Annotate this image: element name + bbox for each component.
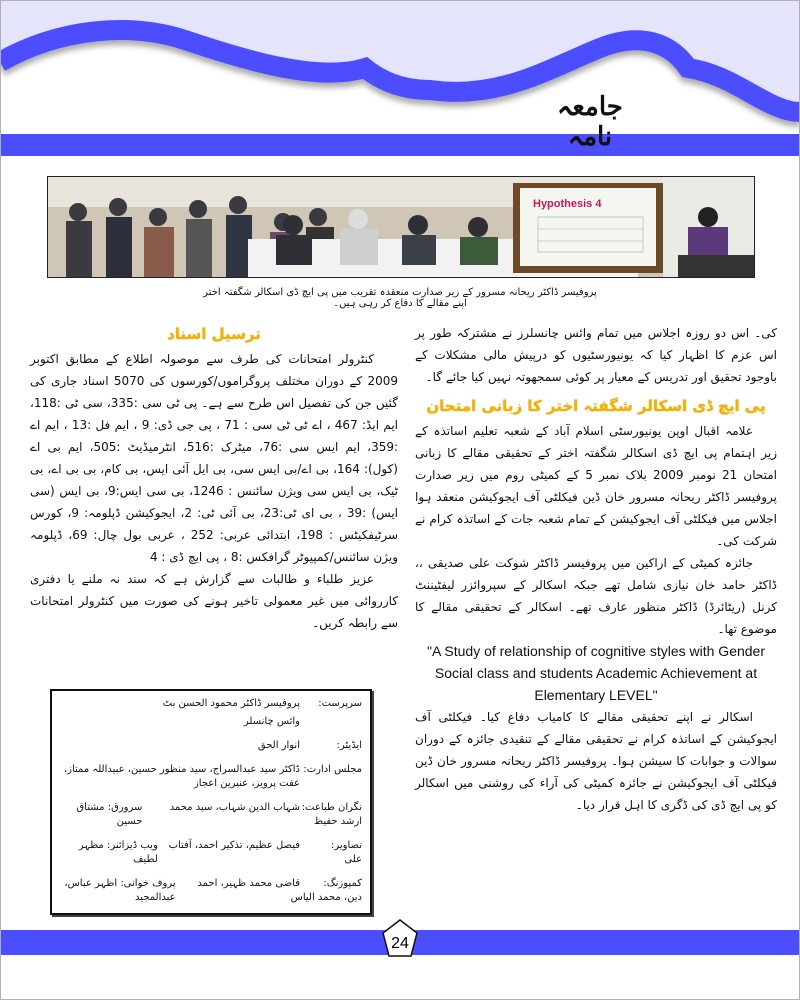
credit-value: فیصل عظیم، تذکیر احمد، آفتاب علی xyxy=(168,840,362,865)
left-column xyxy=(30,322,398,634)
right-column xyxy=(415,322,777,816)
credit-value: قاضی محمد ظہیر، احمد دین، محمد الیاس xyxy=(197,878,362,903)
credit-label: نگران طباعت: xyxy=(301,802,362,813)
article-heading-degrees: ترسیل اسناد xyxy=(167,325,261,343)
credit-label: تصاویر: xyxy=(330,840,362,851)
credit-label: کمپوزنگ: xyxy=(323,878,362,889)
credit-label: ایڈیٹر: xyxy=(336,740,362,751)
article-paragraph: علامہ اقبال اوپن یونیورسٹی اسلام آباد کے شعبہ تعلیم اساتذہ کے زیر اہتمام پی ایچ ڈی اسکالر شگفتہ اختر کے تحقیقی مقالے کا زبانی امتحان 21 نومبر 2009 بلاک نمبر 5 کے کمیٹی روم میں زیر صدارت پروفیسر ڈاکٹر ریحانہ مسرور خان ڈین فیکلٹی آف ایجوکیشن منعقد ہوا اجلاس میں فیکلٹی آف ایجوکیشن کے تمام شعبہ جات کے اساتذہ کرام نے شرکت کی۔ xyxy=(415,424,777,548)
credit-label: پروف خوانی: xyxy=(120,878,176,889)
credit-label: مجلس ادارت: xyxy=(303,764,362,775)
page-number-badge xyxy=(381,918,419,958)
credit-value: مشتاق حسین xyxy=(76,802,143,827)
intro-paragraph: کی۔ اس دو روزہ اجلاس میں تمام وائس چانسلرز نے مشترکہ طور پر اس عزم کا اظہار کیا کہ یونیورسٹیوں کو درپیش مالی مشکلات کے باوجود تحقیق اور تدریس کے معیار پر کوئی سمجھوتہ نہیں کیا جائے گا۔ xyxy=(415,326,777,384)
credit-label: سرپرست: xyxy=(318,698,362,709)
credit-value: مظہر لطیف xyxy=(78,840,158,865)
header-wave-banner xyxy=(0,0,800,160)
thesis-title: "A Study of relationship of cognitive styles with Gender Social class and students Academic Achievement at Elementary LEVEL" xyxy=(426,643,766,703)
credit-value: شہاب الدین شہاب، سید محمد ارشد حفیظ xyxy=(169,802,362,827)
credit-value: انوار الحق xyxy=(257,740,300,751)
article-paragraph: کنٹرولر امتحانات کی طرف سے موصولہ اطلاع کے مطابق اکتوبر 2009 کے دوران مختلف پروگراموں/کورسوں کی 5070 اسناد جاری کی گئیں جن کی تفصیل اس طرح سے ہے۔ پی ٹی سی :335، سی ٹی :118، ایم ایڈ: 467 ، اے ٹی ٹی سی : 71 ، پی جی ڈی: 9 ، ایم فل :13 ، ایم اے :359، ایم ایس سی :76، میٹرک :516، انٹرمیڈیٹ :505، ایم بی اے (کول): 164، بی اے/بی ایس سی، بی ایل آئی ایس، بی کام، بی بی اے، بی ٹیک، بی ایس سی ویژن سائنس : 1246، بی سی ایس:9، بی ایس (سی ایس) :39 ، بی ای ٹی:23، بی آئی ٹی: 2، ایجوکیشن ڈپلومہ: 9، کورس سرٹیفکیٹس : 198، ابتدائی عربی: 252 ، عربی بول چال: 69، ڈپلومہ ویژن سائنس/کمپیوٹر گرافکس :8 ، پی ایچ ڈی : 4 xyxy=(30,352,399,564)
credit-value: پروفیسر ڈاکٹر محمود الحسن بٹ xyxy=(162,698,300,709)
credit-label: ویب ڈیزائنر: xyxy=(106,840,158,851)
article-paragraph: جائزہ کمیٹی کے اراکین میں پروفیسر ڈاکٹر شوکت علی صدیقی ،، ڈاکٹر حامد خان نیازی شامل تھے جبکہ اسکالر کے سپروائزر لیفٹیننٹ کرنل (ریٹائرڈ) ڈاکٹر منظور عارف تھے۔ اسکالر کے تحقیقی مقالے کا موضوع تھا۔ xyxy=(415,556,777,636)
credits-box xyxy=(50,689,372,915)
masthead-title: جامعہ نامہ xyxy=(557,92,623,152)
article-paragraph: اسکالر نے اپنے تحقیقی مقالے کا کامیاب دفاع کیا۔ فیکلٹی آف ایجوکیشن کے اساتذہ کرام نے تحقیقی مقالے کے تنقیدی جائزہ کے دوران سوالات و جوابات کا سیشن ہوا۔ پروفیسر ڈاکٹر ریحانہ مسرور خان ڈین فیکلٹی آف ایجوکیشن نے جائزہ کمیٹی کی آراء کی روشنی میں اسکالر کو پی ایچ ڈی کی ڈگری کا اہل قرار دیا۔ xyxy=(415,710,777,812)
credit-value: ڈاکٹر سید عبدالسراج، سید منظور حسین، عبیداللہ ممتاز، عفت پرویز، عنبرین اعجاز xyxy=(63,764,300,789)
slide-title: Hypothesis 4 xyxy=(533,198,602,210)
credit-value: وائس چانسلر xyxy=(243,716,300,727)
credit-label: سرورق: xyxy=(107,802,143,813)
photo-caption: پروفیسر ڈاکٹر ریحانہ مسرور کے زیر صدارت منعقدہ تقریب میں پی ایچ ڈی اسکالر شگفتہ اختر اپنے مقالے کا دفاع کر رہی ہیں۔ xyxy=(203,287,597,309)
page-number: 24 xyxy=(391,935,409,952)
article-heading-phd-viva: پی ایچ ڈی اسکالر شگفتہ اختر کا زبانی امتحان xyxy=(426,397,766,415)
credit-value: اظہر عباس، عبدالمجید xyxy=(64,878,176,903)
article-paragraph: عزیز طلباء و طالبات سے گزارش ہے کہ سند نہ ملنے یا دفتری کارروائی میں غیر معمولی تاخیر ہونے کی صورت میں کنٹرولر امتحانات سے رابطہ کریں۔ xyxy=(30,572,398,630)
event-photo xyxy=(47,176,755,278)
